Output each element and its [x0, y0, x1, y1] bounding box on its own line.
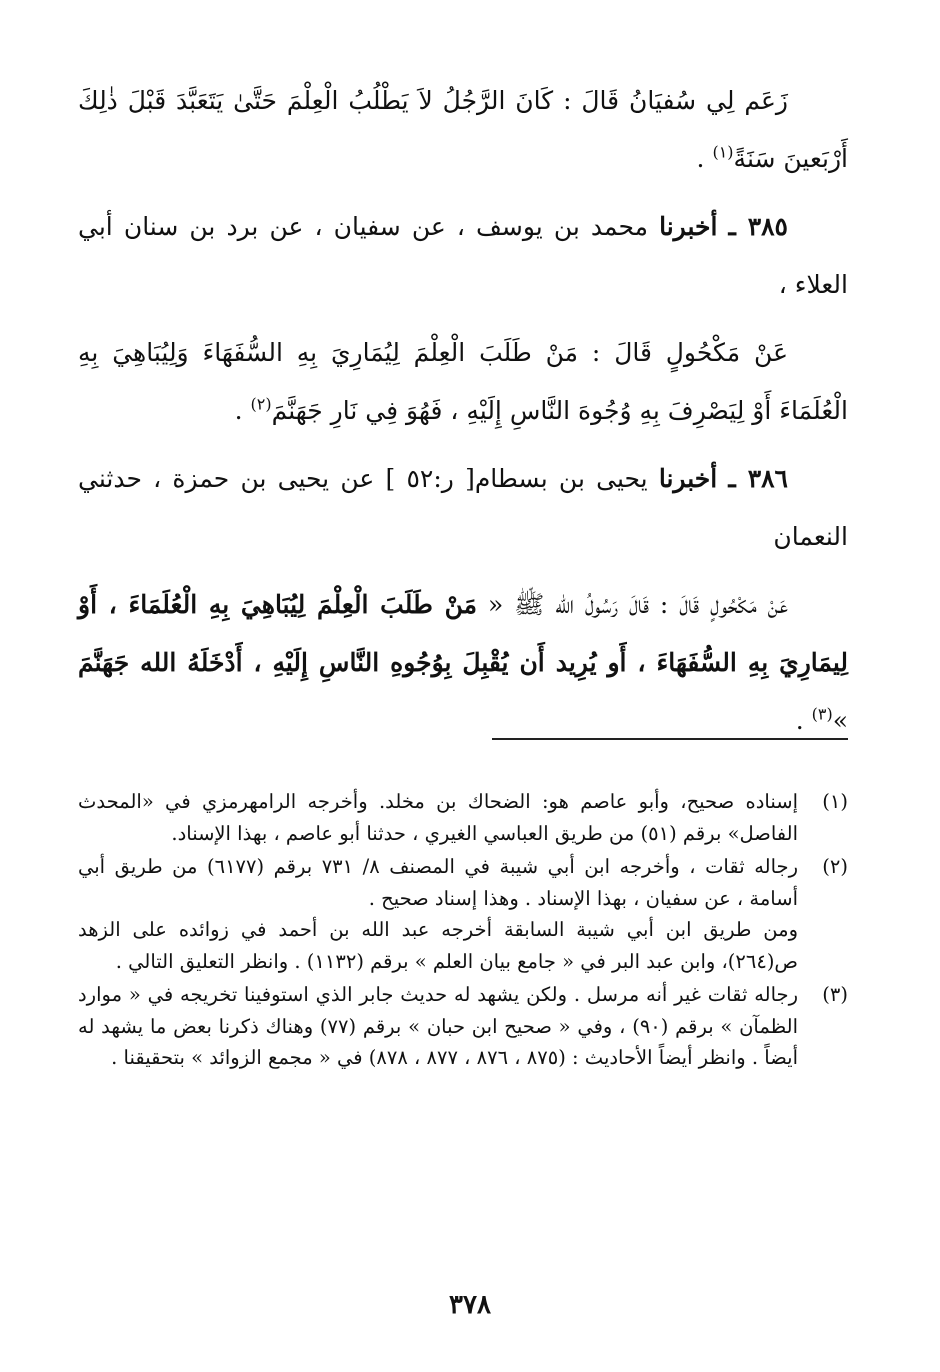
paragraph-1-text: زَعَم لِي سُفيَانُ قَالَ : كَانَ الرَّجُلُ لاَ يَطْلُبُ الْعِلْمَ حَتَّىٰ يَتَعَبَّدَ قَبْلَ ذٰلِكَ أَرْبَعينَ سَنَةً [78, 86, 848, 173]
paragraph-5 [78, 576, 848, 750]
footnote-text: ومن طريق ابن أبي شيبة السابقة أخرجه عبد الله بن أحمد في زوائده على الزهد ص(٢٦٤)، وابن عبد البر في « جامع بيان العلم » برقم (١١٣٢) . وانظر التعليق التالي . [78, 918, 798, 973]
paragraph-5-close-quote: » [832, 706, 848, 735]
footnote-3 [78, 979, 848, 1074]
paragraph-5-text: عَنْ مَكْحُولٍ قَالَ : قَالَ رَسُولُ الله ﷺ « [477, 590, 789, 619]
main-text [78, 72, 848, 750]
hadith-385 [78, 198, 848, 314]
hadith-number-386: ٣٨٦ ـ [728, 464, 788, 493]
hadith-386 [78, 450, 848, 566]
footnote-1 [78, 786, 848, 849]
prophetic-hadith-text: مَنْ طَلَبَ الْعِلْمَ لِيُبَاهِيَ بِهِ الْعُلَمَاءَ ، أَوْ لِيمَارِيَ بِهِ السُّفَهَاءَ ، أَو يُرِيد أَن يُقْبِلَ بِوُجُوهِ النَّاسِ إِلَيْهِ ، أَدْخَلَهُ الله جَهَنَّمَ [78, 590, 848, 677]
footnote-body [78, 786, 798, 849]
hadith-386-lead: أخبرنا [658, 464, 718, 493]
footnote-ref-3[interactable]: (٣) [811, 704, 833, 724]
footnote-body [78, 979, 798, 1074]
paragraph-1 [78, 72, 848, 188]
footnote-separator [492, 738, 848, 740]
footnote-text: إسناده صحيح، وأبو عاصم هو: الضحاك بن مخلد. وأخرجه الرامهرمزي في «المحدث الفاصل» برقم (٥١) من طريق العباسي الغيري ، حدثنا أبو عاصم ، بهذا الإسناد. [78, 790, 798, 845]
hadith-number-385: ٣٨٥ ـ [728, 212, 788, 241]
footnote-ref-1[interactable]: (١) [712, 142, 734, 162]
footnote-number: (٢) [822, 855, 848, 878]
footnote-number: (٣) [822, 983, 848, 1006]
footnote-2 [78, 851, 848, 977]
paragraph-3 [78, 324, 848, 440]
footnote-text: رجاله ثقات ، وأخرجه ابن أبي شيبة في المصنف ٨/ ٧٣١ برقم (٦١٧٧) من طريق أبي أسامة ، عن سفيان ، بهذا الإسناد . وهذا إسناد صحيح . [78, 855, 799, 910]
footnote-ref-2[interactable]: (٢) [250, 394, 272, 414]
paragraph-1-end: . [696, 144, 713, 173]
hadith-385-lead: أخبرنا [659, 212, 718, 241]
footnote-body [78, 851, 798, 977]
hadith-386-chain: يحيى بن بسطام[ ر:٥٢ ] عن يحيى بن حمزة ، حدثني النعمان [78, 464, 848, 551]
paragraph-5-end: . [795, 706, 812, 735]
footnotes [78, 786, 848, 1076]
footnote-text: رجاله ثقات غير أنه مرسل . ولكن يشهد له حديث جابر الذي استوفينا تخريجه في « موارد الظمآن » برقم (٩٠) ، وفي « صحيح ابن حبان » برقم (٧٧) وهناك ذكرنا بعض ما يشهد له أيضاً . وانظر أيضاً الأحاديث : (٨٧٥ ، ٨٧٦ ، ٨٧٧ ، ٨٧٨) في « مجمع الزوائد » بتحقيقنا . [78, 983, 799, 1069]
footnote-number: (١) [822, 790, 848, 813]
page-number: ٣٧٨ [449, 1290, 491, 1320]
paragraph-3-end: . [234, 396, 251, 425]
hadith-385-chain: محمد بن يوسف ، عن سفيان ، عن برد بن سنان أبي العلاء ، [78, 212, 848, 299]
paragraph-3-text: عَنْ مَكْحُولٍ قَالَ : مَنْ طَلَبَ الْعِلْمَ لِيُمَارِيَ بِهِ السُّفَهَاءَ وَلِيُبَاهِيَ بِهِ الْعُلَمَاءَ أَوْ لِيَصْرِفَ بِهِ وُجُوهَ النَّاسِ إِلَيْهِ ، فَهُوَ فِي نَارِ جَهَنَّمَ [78, 338, 848, 425]
